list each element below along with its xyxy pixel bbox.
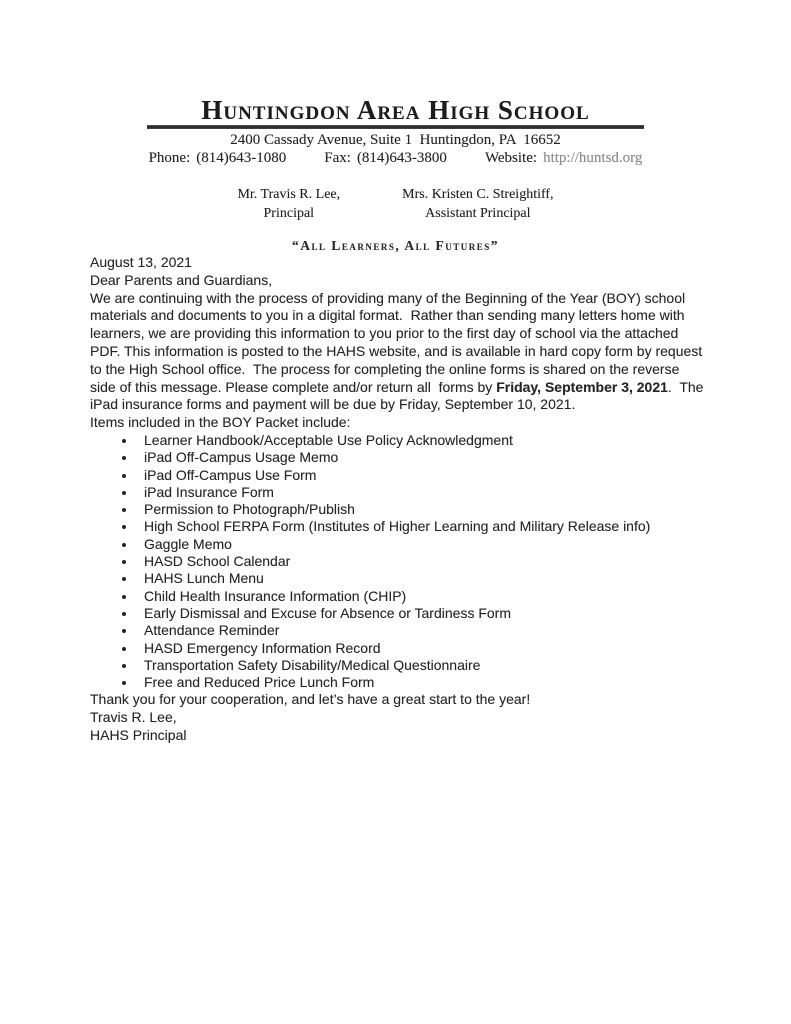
fax-pair xyxy=(324,149,447,168)
body-text-before: We are continuing with the process of providing many of the Beginning of the Year (BOY) school materials and documents to you in a digital format. Rather than sending many letters home with learners, we are providing this information to you prior to the first day of school via the attached PDF. This information is posted to the HAHS website, and is available in hard copy form by request to the High School office. The process for completing the online forms is shared on the reverse side of this message. Please complete and/or return all forms by xyxy=(90,289,707,395)
letterhead-rule xyxy=(147,125,644,129)
salutation: Dear Parents and Guardians, xyxy=(90,271,273,288)
phone-pair xyxy=(149,149,287,168)
phone-label: Phone: xyxy=(148,150,191,166)
list-item: • iPad Insurance Form xyxy=(137,484,705,501)
body-paragraph xyxy=(90,289,708,415)
fax-label: Fax: xyxy=(324,150,351,166)
phone-number: (814)643-1080 xyxy=(196,150,287,166)
school-address: 2400 Cassady Avenue, Suite 1 Huntingdon, PA 16652 xyxy=(230,132,561,148)
list-item: • iPad Off-Campus Use Form xyxy=(137,467,705,484)
list-item: • Permission to Photograph/Publish xyxy=(137,501,705,518)
list-item: • HASD Emergency Information Record xyxy=(137,640,705,657)
website-label: Website: xyxy=(484,150,538,166)
school-name: Huntingdon Area High School xyxy=(201,95,590,125)
principal-block xyxy=(237,185,340,223)
letter-content xyxy=(0,254,791,745)
principal-name: Mr. Travis R. Lee, xyxy=(237,187,341,202)
assistant-principal-title: Assistant Principal xyxy=(425,206,531,221)
list-item: • Free and Reduced Price Lunch Form xyxy=(137,674,705,691)
signature-name: Travis R. Lee, xyxy=(90,709,177,726)
principal-title: Principal xyxy=(263,206,315,221)
list-item: • Gaggle Memo xyxy=(137,536,705,553)
list-item: • Early Dismissal and Excuse for Absence or Tardiness Form xyxy=(137,605,705,622)
boy-packet-list xyxy=(90,432,705,691)
principals-row xyxy=(0,185,791,223)
due-date-bold: Friday, September 3, 2021 xyxy=(496,378,668,395)
list-item: • Transportation Safety Disability/Medical Questionnaire xyxy=(137,657,705,674)
list-item: • HASD School Calendar xyxy=(137,553,705,570)
body-text-after: . The iPad insurance forms and payment will be due by Friday, September 10, 2021. xyxy=(90,378,708,413)
closing-line: Thank you for your cooperation, and let’s have a great start to the year! xyxy=(90,691,531,708)
contact-row xyxy=(0,149,791,168)
assistant-principal-name: Mrs. Kristen C. Streightiff, xyxy=(402,187,554,202)
list-item: • Attendance Reminder xyxy=(137,622,705,639)
website-pair xyxy=(485,149,642,168)
list-item: • Learner Handbook/Acceptable Use Policy Acknowledgment xyxy=(137,432,705,449)
signature-title: HAHS Principal xyxy=(90,727,187,744)
list-item: • Child Health Insurance Information (CHIP) xyxy=(137,588,705,605)
assistant-principal-block xyxy=(402,185,553,223)
fax-number: (814)643-3800 xyxy=(356,150,447,166)
school-motto: “All Learners, All Futures” xyxy=(291,238,500,253)
list-item: • HAHS Lunch Menu xyxy=(137,570,705,587)
letterhead xyxy=(0,97,791,254)
list-item: • High School FERPA Form (Institutes of Higher Learning and Military Release info) xyxy=(137,518,705,535)
letter-date: August 13, 2021 xyxy=(90,254,192,270)
list-item: • iPad Off-Campus Usage Memo xyxy=(137,449,705,466)
website-url: http://huntsd.org xyxy=(543,150,643,166)
items-intro: Items included in the BOY Packet include: xyxy=(90,414,351,431)
